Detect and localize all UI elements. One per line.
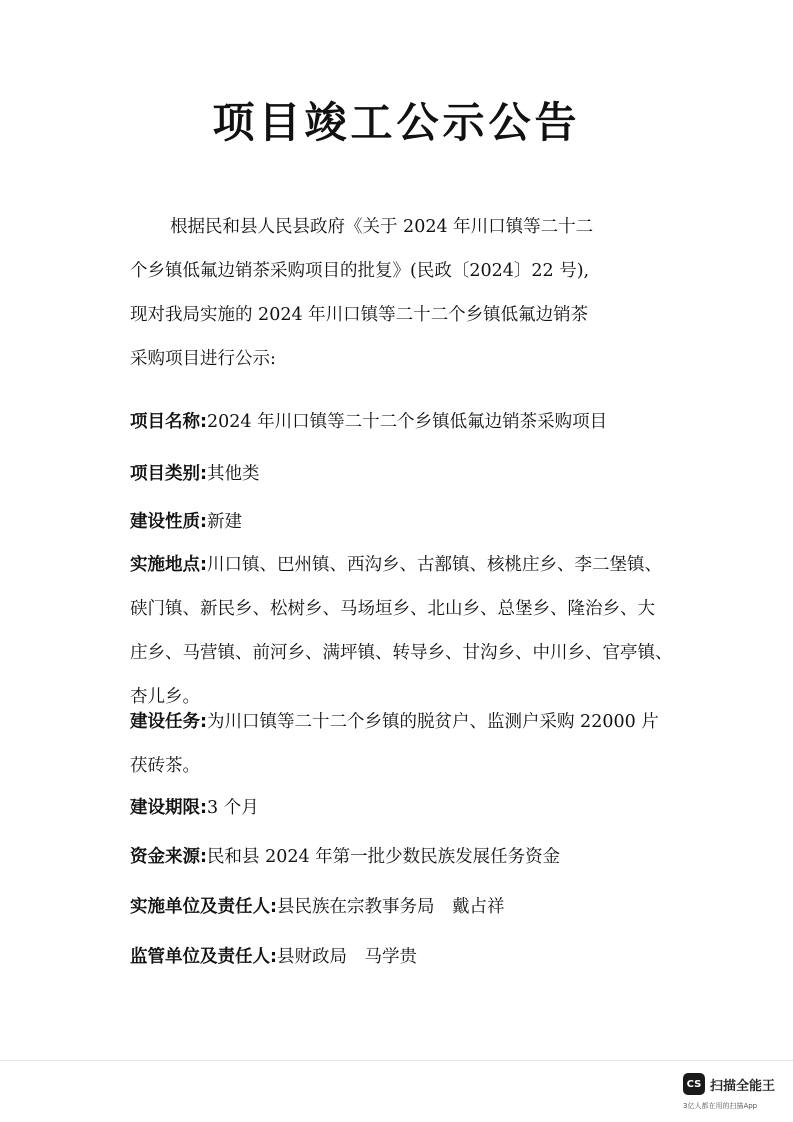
field-value-continued: 杏儿乡。 — [130, 687, 200, 707]
page-title: 项目竣工公示公告 — [212, 98, 581, 147]
field-value: 3 个月 — [207, 798, 259, 818]
intro-paragraph — [130, 205, 670, 381]
camscanner-tagline: 3亿人都在用的扫描App — [683, 1102, 758, 1110]
field-value: 民和县 2024 年第一批少数民族发展任务资金 — [207, 847, 561, 867]
field-funding — [130, 835, 670, 879]
intro-line: 采购项目进行公示: — [130, 349, 276, 369]
field-project-type — [130, 452, 670, 496]
field-construction-nature — [130, 500, 670, 544]
field-value: 其他类 — [207, 464, 260, 484]
field-supervisor — [130, 935, 670, 979]
field-value-continued: 茯砖茶。 — [130, 756, 200, 776]
field-label: 建设性质: — [130, 512, 207, 532]
field-value-continued: 庄乡、马营镇、前河乡、满坪镇、转导乡、甘沟乡、中川乡、官亭镇、 — [130, 643, 673, 663]
field-location — [130, 543, 673, 719]
field-value: 新建 — [207, 512, 242, 532]
field-label: 项目类别: — [130, 464, 207, 484]
intro-line: 根据民和县人民县政府《关于 2024 年川口镇等二十二 — [170, 217, 594, 237]
field-label: 项目名称: — [130, 412, 207, 432]
field-value-continued: 硖门镇、新民乡、松树乡、马场垣乡、北山乡、总堡乡、隆治乡、大 — [130, 599, 655, 619]
camscanner-name: 扫描全能王 — [710, 1079, 776, 1094]
footer-divider — [0, 1060, 793, 1061]
camscanner-logo-icon: CS — [683, 1073, 705, 1095]
field-value: 川口镇、巴州镇、西沟乡、古鄯镇、核桃庄乡、李二堡镇、 — [207, 555, 662, 575]
field-project-name — [130, 400, 670, 444]
field-label: 实施地点: — [130, 555, 207, 575]
intro-line: 个乡镇低氟边销茶采购项目的批复》(民政〔2024〕22 号), — [130, 261, 590, 281]
field-label: 资金来源: — [130, 847, 207, 867]
field-value: 2024 年川口镇等二十二个乡镇低氟边销茶采购项目 — [207, 412, 608, 432]
field-period — [130, 786, 670, 830]
intro-line: 现对我局实施的 2024 年川口镇等二十二个乡镇低氟边销茶 — [130, 305, 589, 325]
field-label: 监管单位及责任人: — [130, 947, 277, 967]
field-value: 县民族在宗教事务局 戴占祥 — [277, 897, 505, 917]
field-implementer — [130, 885, 670, 929]
field-label: 建设任务: — [130, 712, 207, 732]
field-task — [130, 700, 670, 788]
field-label: 建设期限: — [130, 798, 207, 818]
field-value: 为川口镇等二十二个乡镇的脱贫户、监测户采购 22000 片 — [207, 712, 659, 732]
field-value: 县财政局 马学贵 — [277, 947, 417, 967]
field-label: 实施单位及责任人: — [130, 897, 277, 917]
